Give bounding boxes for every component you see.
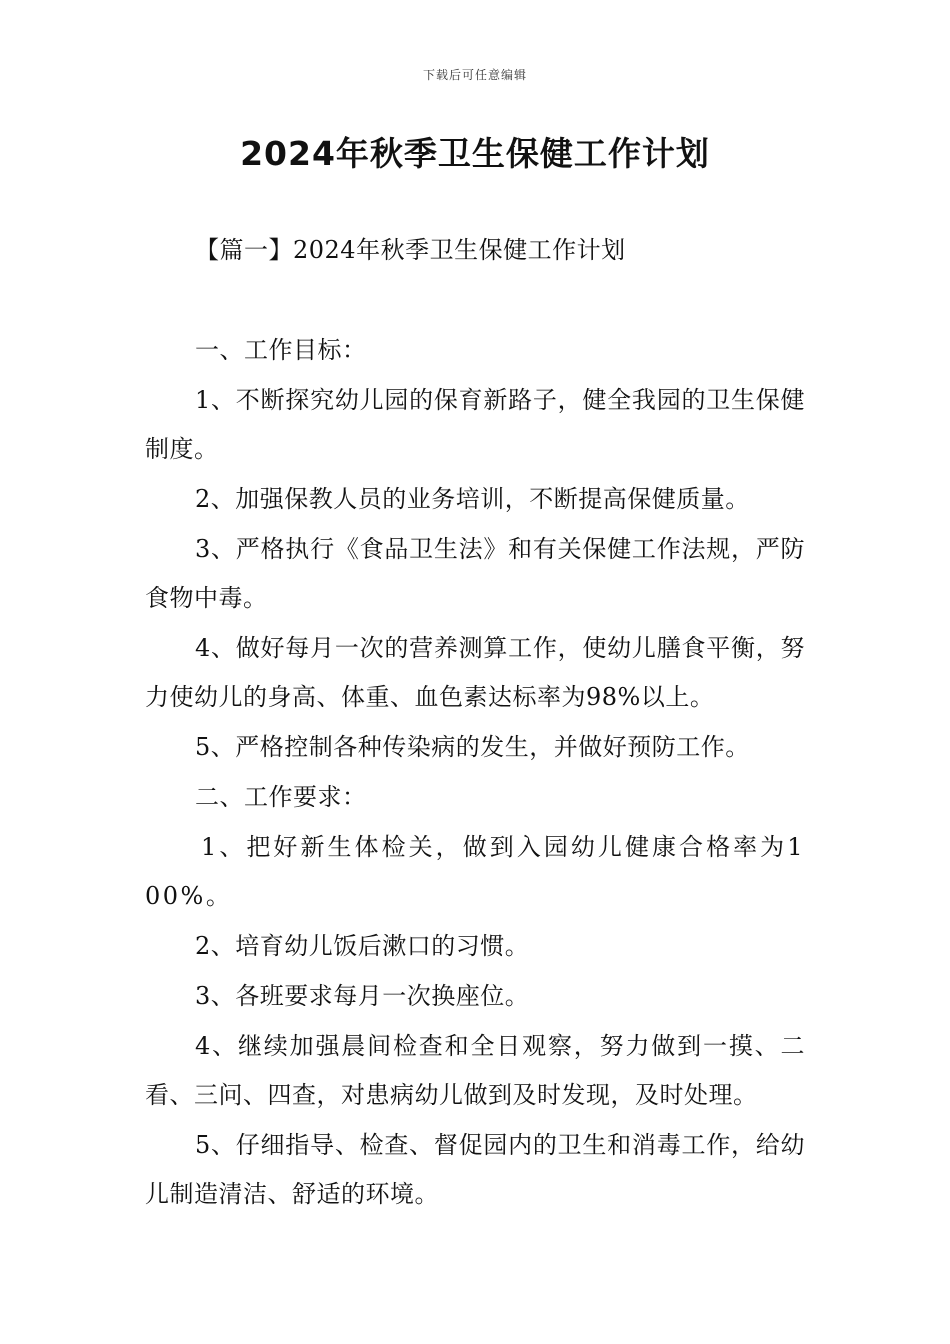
paragraph-requirement-4: 4、继续加强晨间检查和全日观察，努力做到一摸、二看、三问、四查，对患病幼儿做到及时发现，及时处理。 — [145, 1032, 805, 1109]
paragraph-goal-5: 5、严格控制各种传染病的发生，并做好预防工作。 — [195, 733, 750, 761]
paragraph-requirement-2: 2、培育幼儿饭后漱口的习惯。 — [195, 932, 530, 960]
paragraph-goal-4: 4、做好每月一次的营养测算工作，使幼儿膳食平衡，努力使幼儿的身高、体重、血色素达标率为98%以上。 — [145, 634, 805, 711]
part-heading: 【篇一】2024年秋季卫生保健工作计划 — [195, 236, 626, 264]
document-title: 2024年秋季卫生保健工作计划 — [240, 134, 710, 173]
paragraph-section-2-heading: 二、工作要求： — [195, 783, 367, 811]
paragraph-requirement-5: 5、仔细指导、检查、督促园内的卫生和消毒工作，给幼儿制造清洁、舒适的环境。 — [145, 1131, 805, 1208]
paragraph-goal-3: 3、严格执行《食品卫生法》和有关保健工作法规，严防食物中毒。 — [145, 535, 805, 612]
paragraph-goal-2: 2、加强保教人员的业务培训，不断提高保健质量。 — [195, 485, 750, 513]
header-note: 下载后可任意编辑 — [422, 68, 527, 82]
paragraph-requirement-1: 1、把好新生体检关，做到入园幼儿健康合格率为100%。 — [145, 833, 805, 910]
paragraph-section-1-heading: 一、工作目标： — [195, 336, 367, 364]
paragraph-goal-1: 1、不断探究幼儿园的保育新路子，健全我园的卫生保健制度。 — [145, 386, 805, 463]
body-text — [145, 326, 805, 1220]
paragraph-requirement-3: 3、各班要求每月一次换座位。 — [195, 982, 530, 1010]
